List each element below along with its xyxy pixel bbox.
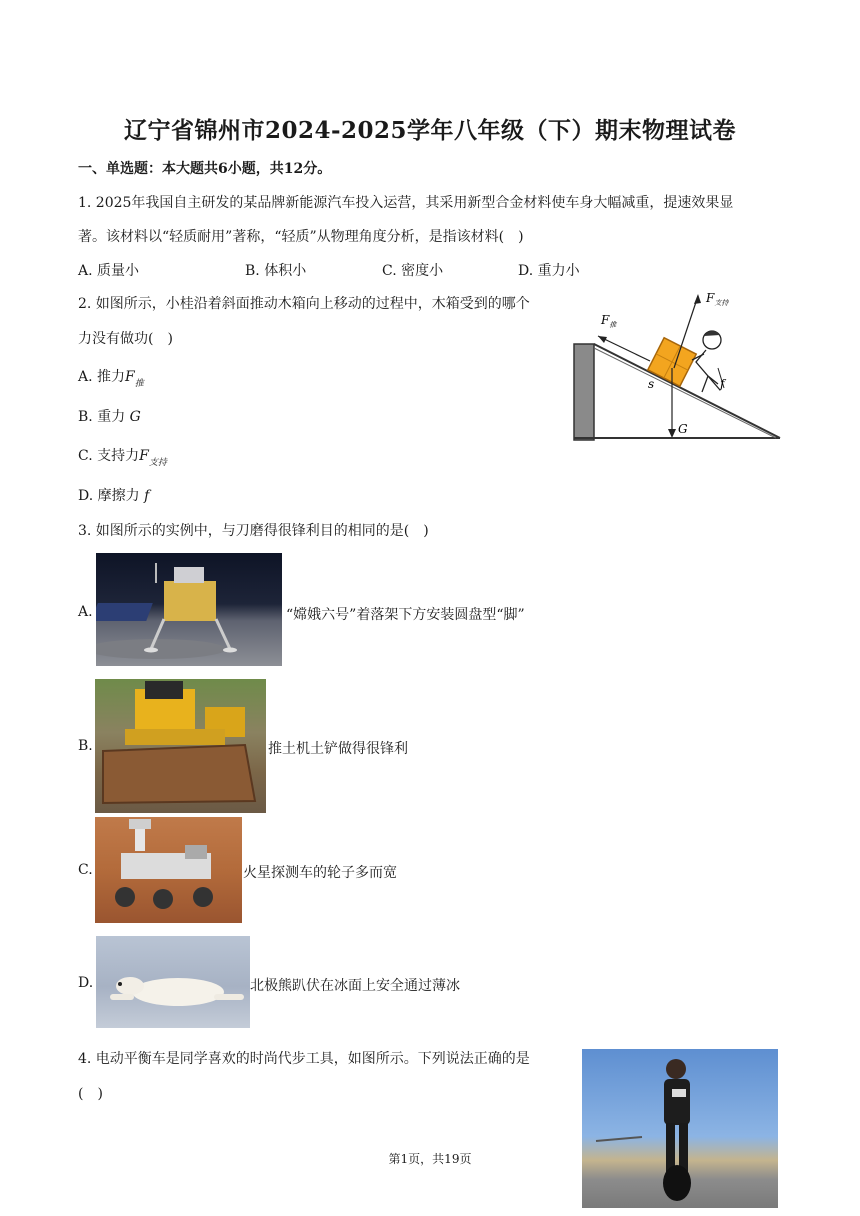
q2-option-a-symbol: F	[125, 369, 135, 385]
gravity-arrowhead	[668, 429, 676, 438]
section-heading: 一、单选题：本大题共6小题，共12分。	[78, 161, 332, 177]
q2-option-b-text: B. 重力	[78, 409, 126, 425]
q2-stem-line2: 力没有做功( )	[78, 331, 173, 347]
q2-option-c-text: C. 支持力	[78, 448, 140, 464]
gravity-label: G	[678, 422, 688, 436]
q3-option-b-label: B.	[78, 738, 93, 754]
q3-option-c-label: C.	[78, 862, 93, 878]
q2-option-c-symbol: F	[139, 448, 149, 464]
incline-force-diagram	[568, 288, 784, 444]
support-force-label: $F_{支持}$	[706, 291, 729, 307]
q2-option-d-text: D. 摩擦力	[78, 488, 140, 504]
q1-option-c: C. 密度小	[382, 263, 444, 279]
q1-option-d: D. 重力小	[518, 263, 580, 279]
q2-option-c-subscript: 支持	[148, 458, 167, 468]
bulldozer-photo	[95, 679, 266, 813]
paper-title: 辽宁省锦州市2024-2025学年八年级（下）期末物理试卷	[123, 117, 737, 144]
q2-option-c	[78, 445, 167, 468]
q3-stem: 3. 如图所示的实例中，与刀磨得很锋利目的相同的是( )	[78, 523, 429, 539]
push-force-line	[598, 336, 650, 361]
q2-option-d-symbol: f	[144, 488, 150, 504]
q3-option-d-label: D.	[78, 975, 94, 991]
q2-option-a-text: A. 推力	[78, 369, 126, 385]
q2-option-a	[78, 366, 144, 389]
q2-option-d	[78, 485, 149, 505]
polar-bear-photo	[96, 936, 250, 1028]
q1-option-b: B. 体积小	[245, 263, 307, 279]
friction-label: f	[720, 377, 725, 391]
push-force-label: $F_推$	[601, 313, 617, 329]
q3-option-b-text: 推土机土铲做得很锋利	[268, 741, 408, 757]
wall-block	[574, 344, 594, 440]
q1-stem-line1: 1. 2025年我国自主研发的某品牌新能源汽车投入运营，其采用新型合金材料使车身大幅减重，提速效果显	[78, 195, 734, 211]
support-force-arrowhead	[694, 294, 701, 304]
page-footer: 第1页，共19页	[388, 1152, 472, 1166]
displacement-label: s	[648, 377, 655, 391]
q1-stem-line2: 著。该材料以“轻质耐用”著称，“轻质”从物理角度分析，是指该材料( )	[78, 229, 524, 245]
push-force-arrowhead	[598, 336, 607, 343]
q4-stem-line2: ( )	[78, 1086, 103, 1102]
q3-option-a-label: A.	[78, 604, 93, 620]
q3-option-c-text: 火星探测车的轮子多而宽	[243, 865, 397, 881]
q2-option-a-subscript: 推	[134, 379, 144, 389]
q3-option-a-text: “嫦娥六号”着落架下方安装圆盘型“脚”	[286, 607, 525, 623]
q2-stem-line1: 2. 如图所示，小桂沿着斜面推动木箱向上移动的过程中，木箱受到的哪个	[78, 296, 530, 312]
lunar-lander-photo	[96, 553, 282, 666]
q3-option-d-text: 北极熊趴伏在冰面上安全通过薄冰	[250, 978, 460, 994]
q1-option-a: A. 质量小	[78, 263, 140, 279]
q4-stem-line1: 4. 电动平衡车是同学喜欢的时尚代步工具，如图所示。下列说法正确的是	[78, 1051, 530, 1067]
q2-option-b	[78, 406, 141, 426]
balance-scooter-photo	[582, 1049, 778, 1208]
mars-rover-photo	[95, 817, 242, 923]
q2-option-b-symbol: G	[129, 409, 141, 425]
pushing-person	[692, 331, 721, 392]
